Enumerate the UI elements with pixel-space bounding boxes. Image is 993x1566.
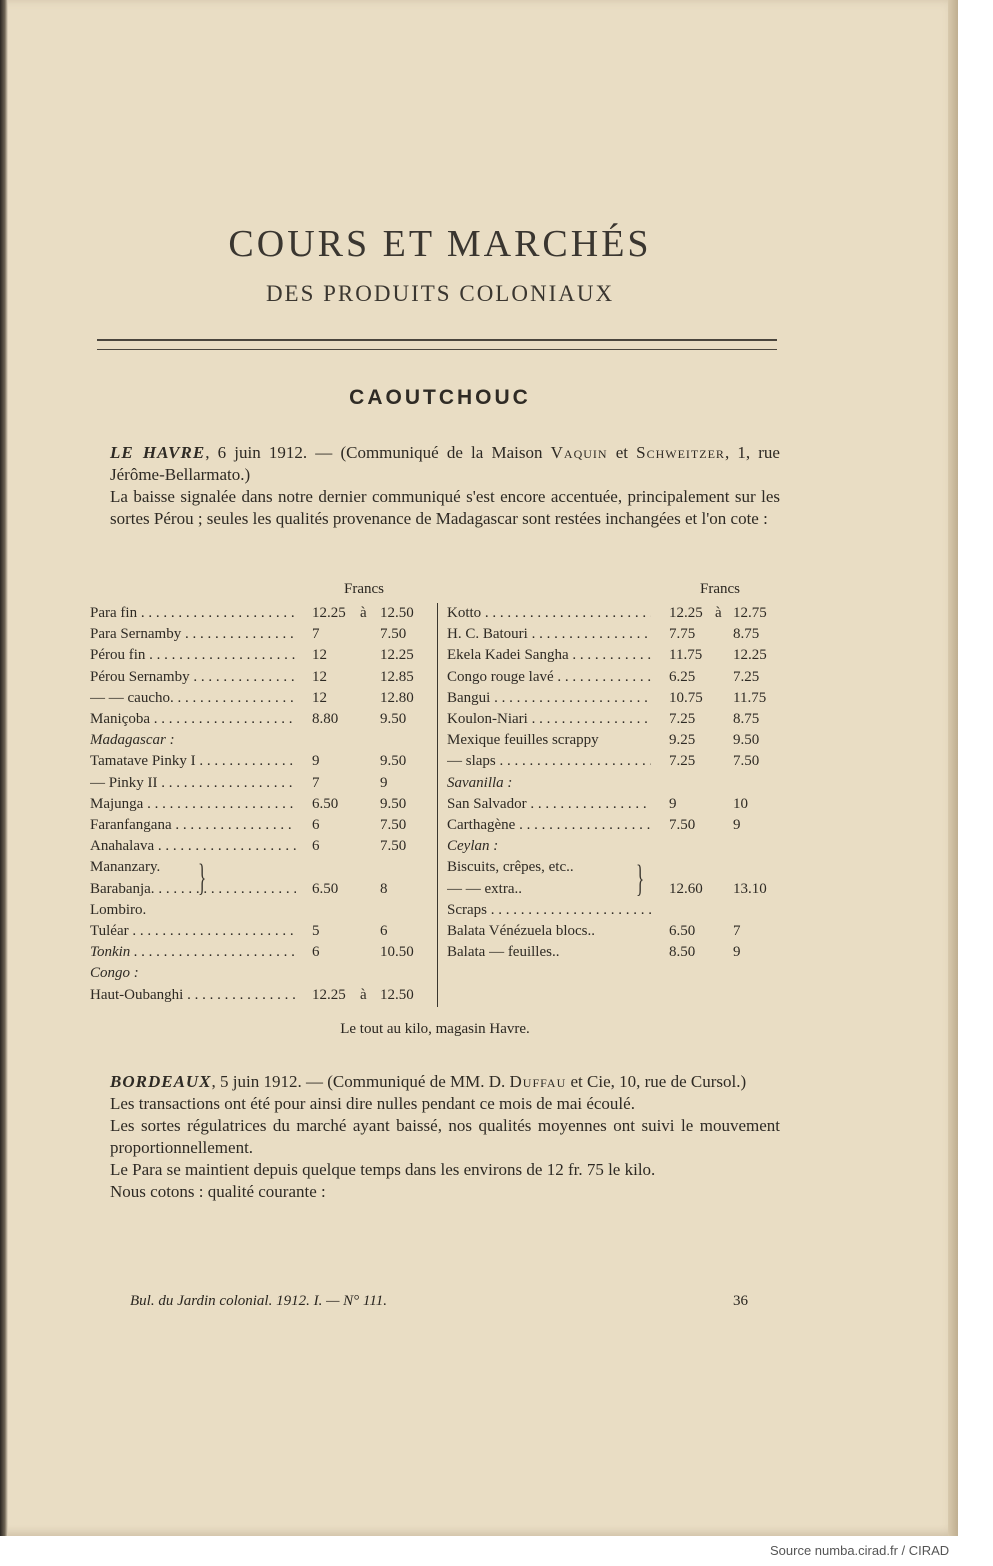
price-low: 6.25 <box>669 668 696 685</box>
price-row <box>90 794 430 815</box>
price-row <box>90 709 430 730</box>
price-low: 12 <box>312 689 327 706</box>
currency-label-right: Francs <box>700 581 740 597</box>
price-high: 11.75 <box>733 689 767 706</box>
price-range-separator: à <box>715 605 722 621</box>
price-low: 7.75 <box>669 626 696 643</box>
table-divider <box>437 603 438 1007</box>
price-row <box>90 921 430 942</box>
havre-name1: Vaquin <box>550 443 608 462</box>
price-high: 9 <box>733 944 741 961</box>
price-row <box>447 857 782 878</box>
page-right-edge <box>948 0 958 1536</box>
currency-label-left: Francs <box>344 581 384 597</box>
price-range-separator: à <box>360 986 367 1003</box>
price-low: 6.50 <box>669 923 696 939</box>
havre-name2: Schweitzer <box>636 443 725 462</box>
product-name: Kotto . . . <box>447 603 651 624</box>
price-high: 12.80 <box>380 689 414 706</box>
price-low: 8.80 <box>312 711 339 727</box>
section-title: CAOUTCHOUC <box>349 386 531 409</box>
price-row <box>447 751 782 772</box>
price-row <box>447 624 782 645</box>
price-row <box>447 667 782 688</box>
footer-bulletin: Bul. du Jardin colonial. 1912. I. — N° 111. <box>130 1293 387 1309</box>
source-credit: Source numba.cirad.fr / CIRAD <box>770 1543 950 1558</box>
product-name: Congo : <box>90 965 139 982</box>
price-low: 7.50 <box>669 817 696 833</box>
price-high: 10.50 <box>380 944 414 961</box>
product-name: Para Sernamby . . . <box>90 624 296 645</box>
price-high: 12.50 <box>380 605 414 621</box>
price-low: 12 <box>312 668 327 685</box>
product-name: Anahalava . . . <box>90 836 296 857</box>
price-high: 8.75 <box>733 626 760 643</box>
product-name: Balata — feuilles.. <box>447 944 560 961</box>
bordeaux-city: BORDEAUX <box>110 1072 212 1091</box>
product-name: Tonkin . . . <box>90 942 296 963</box>
bordeaux-intro: , 5 juin 1912. — (Communiqué de MM. D. <box>211 1072 510 1091</box>
price-row <box>90 857 430 878</box>
brace-right: } <box>636 858 645 900</box>
price-low: 6 <box>312 944 320 961</box>
price-row <box>447 900 782 921</box>
product-name: H. C. Batouri . . . <box>447 624 651 645</box>
havre-heading-line <box>90 442 780 486</box>
product-name: Ceylan : <box>447 838 499 855</box>
price-row <box>447 603 782 624</box>
havre-text: La baisse signalée dans notre dernier communiqué s'est encore accentuée, principalement sur les sortes Pérou ; seules les qualités provenance de Madagascar sont restées inchangées et l'on cote : <box>110 487 780 528</box>
price-low: 9 <box>312 753 320 770</box>
product-name: Lombiro. <box>90 901 147 918</box>
price-low: 9 <box>669 795 677 812</box>
product-name: — Pinky II . . . <box>90 773 296 794</box>
bordeaux-p1: Les transactions ont été pour ainsi dire nulles pendant ce mois de mai écoulé. <box>110 1094 635 1113</box>
brace-left: } <box>198 857 207 899</box>
price-high: 7.50 <box>380 838 407 855</box>
bordeaux-p3: Le Para se maintient depuis quelque temps dans les environs de 12 fr. 75 le kilo. <box>110 1160 656 1179</box>
price-row <box>90 985 430 1006</box>
price-row <box>447 794 782 815</box>
bordeaux-p4: Nous cotons : qualité courante : <box>110 1182 326 1201</box>
product-name: Mananzary. <box>90 859 161 876</box>
havre-address: , 1, rue Jérôme-Bellarmato.) <box>110 443 780 484</box>
price-row <box>447 921 782 942</box>
price-row <box>447 836 782 857</box>
price-row <box>90 879 430 900</box>
product-name: Biscuits, crêpes, etc.. <box>447 859 574 876</box>
page-subtitle: DES PRODUITS COLONIAUX <box>265 281 615 306</box>
price-row <box>90 688 430 709</box>
price-low: 7.25 <box>669 711 696 727</box>
product-name: Ekela Kadei Sangha . . . <box>447 645 651 666</box>
title-rule <box>97 339 777 350</box>
price-high: 9.50 <box>380 795 407 812</box>
price-row <box>447 730 782 751</box>
price-row <box>90 836 430 857</box>
price-high: 7.50 <box>380 626 407 643</box>
price-low: 5 <box>312 923 320 939</box>
bordeaux-company: et Cie, 10, rue de Cursol.) <box>566 1072 747 1091</box>
page-binding-edge <box>0 0 8 1536</box>
havre-and: et <box>607 443 637 462</box>
price-low: 7 <box>312 774 320 791</box>
price-low: 12.25 <box>312 605 346 621</box>
price-row <box>90 751 430 772</box>
price-high: 12.85 <box>380 668 414 685</box>
bordeaux-p2: Les sortes régulatrices du marché ayant baissé, nos qualités moyennes ont suivi le mouvement proportionnellement. <box>110 1116 780 1157</box>
price-row <box>90 815 430 836</box>
product-name: — — caucho. . . . <box>90 688 296 709</box>
product-name: Tamatave Pinky I . . . <box>90 751 296 772</box>
bordeaux-paragraph <box>90 1071 780 1203</box>
product-name: Koulon-Niari . . . <box>447 709 651 730</box>
table-note: Le tout au kilo, magasin Havre. <box>340 1021 530 1037</box>
price-row <box>90 624 430 645</box>
price-high: 9.50 <box>380 753 407 770</box>
havre-city: LE HAVRE <box>110 443 206 462</box>
product-name: Majunga . . . <box>90 794 296 815</box>
product-name: Haut-Oubanghi . . . <box>90 985 296 1006</box>
price-high: 12.50 <box>380 986 414 1003</box>
price-row <box>90 603 430 624</box>
price-high: 12.75 <box>733 605 767 621</box>
product-name: Pérou fin . . . <box>90 645 296 666</box>
product-name: Madagascar : <box>90 732 175 749</box>
product-name: Tuléar . . . <box>90 921 296 942</box>
price-row <box>447 773 782 794</box>
price-high: 13.10 <box>733 880 767 897</box>
product-name: Barabanja. . . . <box>90 879 296 900</box>
price-low: 6 <box>312 838 320 855</box>
price-low: 11.75 <box>669 647 703 664</box>
price-low: 8.50 <box>669 944 696 961</box>
price-row <box>447 879 782 900</box>
price-high: 12.25 <box>733 647 767 664</box>
price-row <box>447 645 782 666</box>
price-low: 6 <box>312 817 320 833</box>
price-low: 12.25 <box>669 605 703 621</box>
product-name: Bangui . . . <box>447 688 651 709</box>
price-low: 6.50 <box>312 795 339 812</box>
price-row <box>447 688 782 709</box>
bordeaux-name: Duffau <box>509 1072 567 1091</box>
price-high: 9.50 <box>733 732 760 749</box>
product-name: — slaps . . . <box>447 751 651 772</box>
product-name: San Salvador . . . <box>447 794 651 815</box>
price-low: 6.50 <box>312 880 339 897</box>
product-name: Congo rouge lavé . . . <box>447 667 651 688</box>
price-low: 12.60 <box>669 880 703 897</box>
price-row <box>447 942 782 963</box>
price-high: 9 <box>733 817 741 833</box>
price-low: 7 <box>312 626 320 643</box>
price-row <box>90 963 430 984</box>
havre-paragraph <box>90 442 780 530</box>
product-name: Faranfangana . . . <box>90 815 296 836</box>
footer-page-number: 36 <box>733 1293 748 1309</box>
price-high: 9.50 <box>380 711 407 727</box>
havre-intro: , 6 juin 1912. — (Communiqué de la Maison <box>205 443 551 462</box>
product-name: Carthagène . . . <box>447 815 651 836</box>
price-low: 12 <box>312 647 327 664</box>
product-name: Pérou Sernamby . . . <box>90 667 296 688</box>
price-high: 8 <box>380 880 388 897</box>
price-row <box>90 730 430 751</box>
price-high: 10 <box>733 795 748 812</box>
price-row <box>90 942 430 963</box>
price-row <box>90 645 430 666</box>
product-name: Balata Vénézuela blocs.. <box>447 923 595 939</box>
price-low: 10.75 <box>669 689 703 706</box>
price-low: 12.25 <box>312 986 346 1003</box>
price-high: 8.75 <box>733 711 760 727</box>
price-high: 7.50 <box>733 753 760 770</box>
price-high: 7.50 <box>380 817 407 833</box>
product-name: Savanilla : <box>447 774 513 791</box>
price-high: 6 <box>380 923 388 939</box>
price-row <box>90 900 430 921</box>
price-row <box>90 773 430 794</box>
price-high: 7 <box>733 923 741 939</box>
price-row <box>447 709 782 730</box>
price-range-separator: à <box>360 605 367 621</box>
bordeaux-heading-line <box>90 1071 780 1093</box>
product-name: Mexique feuilles scrappy <box>447 732 599 749</box>
product-name: Para fin . . . <box>90 603 296 624</box>
price-high: 9 <box>380 774 388 791</box>
price-low: 9.25 <box>669 732 696 749</box>
page-title: COURS ET MARCHÉS <box>228 223 652 265</box>
price-row <box>447 815 782 836</box>
product-name: — — extra.. <box>447 880 522 897</box>
price-high: 7.25 <box>733 668 760 685</box>
product-name: Scraps . . . <box>447 900 651 921</box>
price-high: 12.25 <box>380 647 414 664</box>
price-low: 7.25 <box>669 753 696 770</box>
product-name: Maniçoba . . . <box>90 709 296 730</box>
price-row <box>90 667 430 688</box>
